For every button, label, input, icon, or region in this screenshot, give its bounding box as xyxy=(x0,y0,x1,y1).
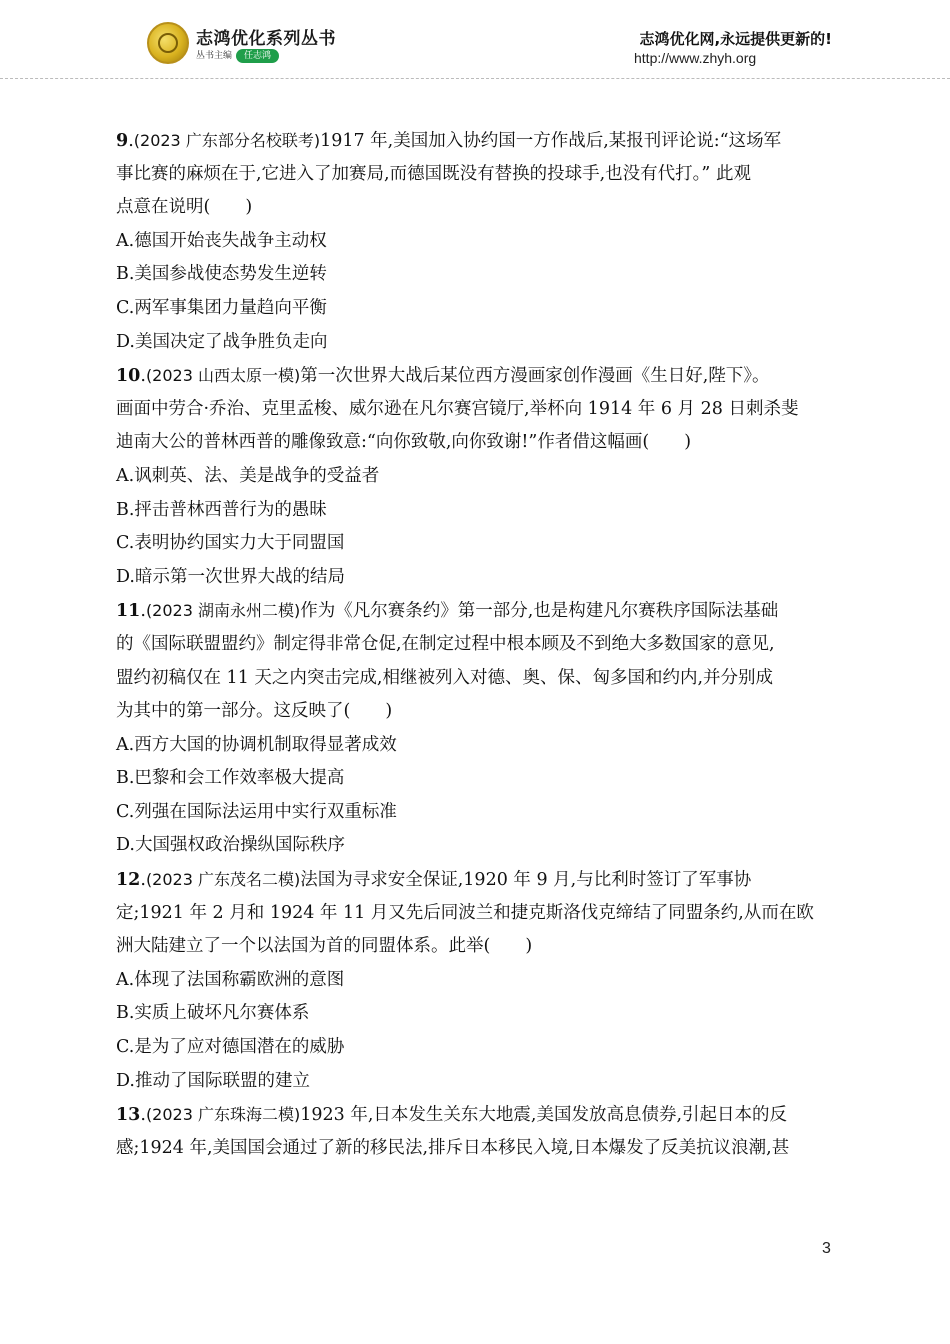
question-stem-line: 事比赛的麻烦在于,它进入了加赛局,而德国既没有替换的投球手,也没有代打。” 此观 xyxy=(116,163,751,184)
question-stem-line: 12.(2023 广东茂名二模)法国为寻求安全保证,1920 年 9 月,与比利时签订了军事协 xyxy=(116,870,752,891)
question-number: 10 xyxy=(116,366,141,387)
question-stem-line: 为其中的第一部分。这反映了( ) xyxy=(116,701,393,722)
question-list xyxy=(116,124,836,1165)
editor-name-badge: 任志鸿 xyxy=(236,49,279,63)
brand-logo-icon xyxy=(147,22,189,64)
question-stem-line: 10.(2023 山西太原一模)第一次世界大战后某位西方漫画家创作漫画《生日好,陛下》。 xyxy=(116,366,770,387)
question-stem-line: 洲大陆建立了一个以法国为首的同盟体系。此举( ) xyxy=(116,936,533,957)
header-divider xyxy=(0,78,950,79)
answer-option: A.讽刺英、法、美是战争的受益者 xyxy=(116,465,380,486)
question-stem-line: 感;1924 年,美国国会通过了新的移民法,排斥日本移民入境,日本爆发了反美抗议浪潮,甚 xyxy=(116,1137,790,1158)
question-source: (2023 广东茂名二模) xyxy=(145,870,301,890)
answer-option: B.美国参战使态势发生逆转 xyxy=(116,264,327,285)
answer-option: A.西方大国的协调机制取得显著成效 xyxy=(116,734,397,755)
question-text: 1923 年,日本发生关东大地震,美国发放高息债券,引起日本的反 xyxy=(300,1105,788,1126)
answer-option: C.列强在国际法运用中实行双重标准 xyxy=(116,801,397,822)
answer-option: B.巴黎和会工作效率极大提高 xyxy=(116,768,345,789)
question-13 xyxy=(116,1098,836,1165)
question-11 xyxy=(116,594,836,863)
editor-label: 丛书主编 xyxy=(196,51,233,61)
answer-option: D.推动了国际联盟的建立 xyxy=(116,1070,310,1091)
question-12 xyxy=(116,863,836,1098)
answer-option: D.暗示第一次世界大战的结局 xyxy=(116,566,345,587)
question-source: (2023 山西太原一模) xyxy=(145,366,301,386)
answer-option: C.是为了应对德国潜在的威胁 xyxy=(116,1037,345,1058)
brand-editor xyxy=(196,48,279,62)
question-stem-line: 迪南大公的普林西普的雕像致意:“向你致敬,向你致谢!”作者借这幅画( ) xyxy=(116,432,692,453)
question-stem-line: 13.(2023 广东珠海二模)1923 年,日本发生关东大地震,美国发放高息债券,引起日本的反 xyxy=(116,1105,788,1126)
question-text: 法国为寻求安全保证,1920 年 9 月,与比利时签订了军事协 xyxy=(300,870,752,891)
question-stem-line: 盟约初稿仅在 11 天之内突击完成,相继被列入对德、奥、保、匈多国和约内,并分别成 xyxy=(116,667,774,688)
answer-option: B.实质上破坏凡尔赛体系 xyxy=(116,1003,310,1024)
page-header xyxy=(0,0,950,80)
question-number: 9 xyxy=(116,131,129,151)
question-10 xyxy=(116,359,836,594)
question-number: 13 xyxy=(116,1105,141,1126)
question-number: 11 xyxy=(116,601,141,622)
question-9 xyxy=(116,124,836,359)
question-stem-line: 的《国际联盟盟约》制定得非常仓促,在制定过程中根本顾及不到绝大多数国家的意见, xyxy=(116,633,775,654)
question-source: (2023 湖南永州二模) xyxy=(145,601,301,621)
question-text: 作为《凡尔赛条约》第一部分,也是构建凡尔赛秩序国际法基础 xyxy=(300,601,779,622)
question-text: 1917 年,美国加入协约国一方作战后,某报刊评论说:“这场军 xyxy=(320,131,782,151)
question-stem-line: 定;1921 年 2 月和 1924 年 11 月又先后同波兰和捷克斯洛伐克缔结了同盟条约,从而在欧 xyxy=(116,902,814,923)
answer-option: B.抨击普林西普行为的愚昧 xyxy=(116,499,327,520)
question-number: 12 xyxy=(116,870,141,891)
question-stem-line: 9.(2023 广东部分名校联考)1917 年,美国加入协约国一方作战后,某报刊评论说:“这场军 xyxy=(116,131,782,151)
question-stem-line: 11.(2023 湖南永州二模)作为《凡尔赛条约》第一部分,也是构建凡尔赛秩序国际法基础 xyxy=(116,601,779,622)
page-number: 3 xyxy=(822,1240,831,1257)
answer-option: A.体现了法国称霸欧洲的意图 xyxy=(116,969,345,990)
answer-option: C.两军事集团力量趋向平衡 xyxy=(116,297,327,318)
question-text: 第一次世界大战后某位西方漫画家创作漫画《生日好,陛下》。 xyxy=(300,366,770,387)
answer-option: D.美国决定了战争胜负走向 xyxy=(116,331,328,352)
question-source: (2023 广东部分名校联考) xyxy=(133,131,321,150)
answer-option: D.大国强权政治操纵国际秩序 xyxy=(116,835,345,856)
answer-option: C.表明协约国实力大于同盟国 xyxy=(116,533,345,554)
question-stem-line: 画面中劳合·乔治、克里孟梭、威尔逊在凡尔赛宫镜厅,举杯向 1914 年 6 月 28 日刺杀斐 xyxy=(116,398,799,419)
brand-title: 志鸿优化系列丛书 xyxy=(196,29,336,49)
question-stem-line: 点意在说明( ) xyxy=(116,197,253,218)
header-url: http://www.zhyh.org xyxy=(634,50,757,66)
question-source: (2023 广东珠海二模) xyxy=(145,1105,301,1125)
header-slogan: 志鸿优化网,永远提供更新的! xyxy=(639,30,832,48)
answer-option: A.德国开始丧失战争主动权 xyxy=(116,230,327,251)
